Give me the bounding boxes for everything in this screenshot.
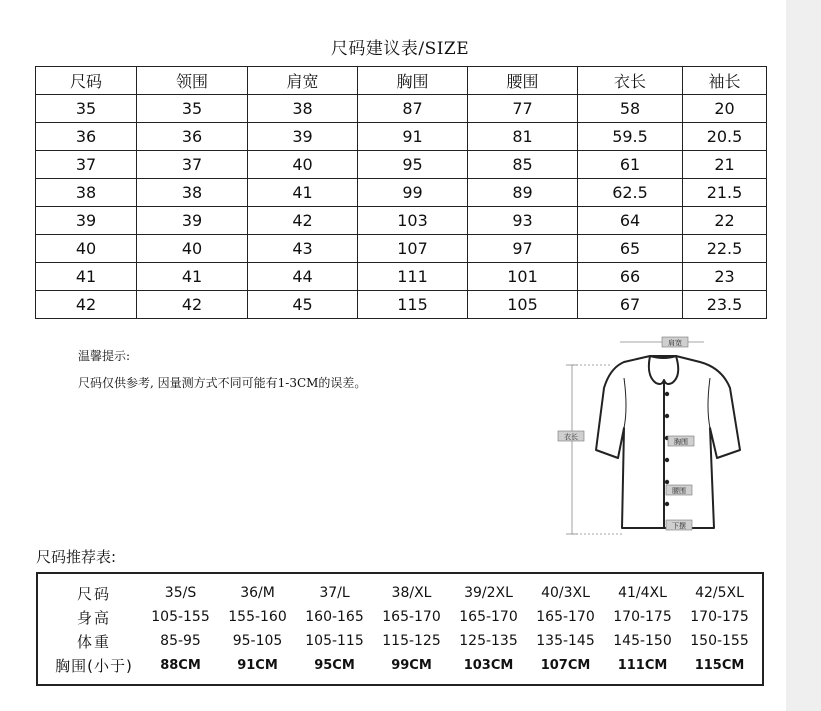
table-cell: 88CM [160, 657, 201, 673]
table-cell: 65 [578, 235, 683, 263]
shirt-measurement-diagram [552, 328, 772, 538]
table-cell: 41 [248, 179, 358, 207]
col-header: 袖长 [683, 67, 767, 95]
recommend-title: 尺码推荐表: [36, 548, 117, 566]
table-cell: 37/L [319, 585, 350, 601]
size-table [35, 66, 767, 319]
table-cell: 150-155 [690, 633, 749, 649]
table-cell: 44 [248, 263, 358, 291]
hem-label: 下摆 [672, 522, 686, 530]
table-cell: 165-170 [536, 609, 595, 625]
table-cell: 99 [358, 179, 468, 207]
table-cell: 41/4XL [618, 585, 667, 601]
table-cell: 61 [578, 151, 683, 179]
table-cell: 20.5 [683, 123, 767, 151]
length-label: 衣长 [564, 433, 578, 441]
table-cell: 39/2XL [464, 585, 513, 601]
table-cell: 170-175 [690, 609, 749, 625]
table-cell: 89 [468, 179, 578, 207]
table-cell: 22.5 [683, 235, 767, 263]
table-cell: 35 [36, 95, 137, 123]
table-row [36, 123, 767, 151]
table-row [46, 653, 758, 677]
waist-label: 腰围 [672, 487, 686, 495]
table-cell: 95CM [314, 657, 355, 673]
recommend-box [36, 572, 764, 686]
table-cell: 37 [137, 151, 248, 179]
table-cell: 103 [358, 207, 468, 235]
table-cell: 115-125 [382, 633, 441, 649]
col-header: 肩宽 [248, 67, 358, 95]
table-cell: 85 [468, 151, 578, 179]
table-row [36, 235, 767, 263]
table-cell: 42/5XL [695, 585, 744, 601]
table-cell: 111 [358, 263, 468, 291]
table-cell: 43 [248, 235, 358, 263]
table-cell: 36 [36, 123, 137, 151]
table-cell: 38 [137, 179, 248, 207]
row-header: 身高 [76, 608, 111, 627]
table-cell: 107CM [540, 657, 591, 673]
table-row [36, 207, 767, 235]
table-cell: 40 [248, 151, 358, 179]
table-row [36, 151, 767, 179]
table-cell: 107 [358, 235, 468, 263]
col-header: 尺码 [36, 67, 137, 95]
table-cell: 101 [468, 263, 578, 291]
table-cell: 22 [683, 207, 767, 235]
table-cell: 115 [358, 291, 468, 319]
table-cell: 35 [137, 95, 248, 123]
size-table-header [36, 67, 767, 95]
table-cell: 42 [137, 291, 248, 319]
table-cell: 91 [358, 123, 468, 151]
table-cell: 38/XL [391, 585, 432, 601]
table-cell: 58 [578, 95, 683, 123]
table-cell: 66 [578, 263, 683, 291]
table-cell: 93 [468, 207, 578, 235]
table-row [46, 605, 758, 629]
table-cell: 39 [137, 207, 248, 235]
tips-text: 尺码仅供参考, 因量测方式不同可能有1-3CM的误差。 [78, 376, 367, 390]
table-cell: 36/M [240, 585, 275, 601]
table-cell: 38 [36, 179, 137, 207]
table-cell: 40 [36, 235, 137, 263]
table-cell: 21.5 [683, 179, 767, 207]
table-cell: 111CM [617, 657, 668, 673]
table-cell: 37 [36, 151, 137, 179]
row-header: 体重 [76, 632, 111, 651]
table-cell: 23 [683, 263, 767, 291]
table-row [36, 95, 767, 123]
table-cell: 105 [468, 291, 578, 319]
page-title: 尺码建议表/SIZE [330, 39, 470, 59]
table-row [36, 291, 767, 319]
recommend-table [46, 581, 758, 677]
table-cell: 81 [468, 123, 578, 151]
table-cell: 62.5 [578, 179, 683, 207]
table-cell: 39 [36, 207, 137, 235]
table-cell: 21 [683, 151, 767, 179]
table-cell: 77 [468, 95, 578, 123]
table-cell: 115CM [694, 657, 745, 673]
table-cell: 42 [248, 207, 358, 235]
col-header: 衣长 [578, 67, 683, 95]
shoulder-label: 肩宽 [668, 339, 682, 347]
table-cell: 87 [358, 95, 468, 123]
table-cell: 20 [683, 95, 767, 123]
row-header: 胸围(小于) [55, 656, 133, 675]
tips-label: 温馨提示: [78, 349, 131, 363]
table-row [46, 581, 758, 605]
chest-label: 胸围 [674, 438, 688, 446]
table-cell: 99CM [391, 657, 432, 673]
table-row [36, 263, 767, 291]
table-cell: 39 [248, 123, 358, 151]
table-cell: 170-175 [613, 609, 672, 625]
table-cell: 45 [248, 291, 358, 319]
table-cell: 91CM [237, 657, 278, 673]
table-cell: 95 [358, 151, 468, 179]
table-cell: 42 [36, 291, 137, 319]
table-cell: 103CM [463, 657, 514, 673]
table-cell: 35/S [164, 585, 197, 601]
table-cell: 64 [578, 207, 683, 235]
table-row [36, 179, 767, 207]
table-cell: 41 [36, 263, 137, 291]
table-cell: 105-115 [305, 633, 364, 649]
table-cell: 67 [578, 291, 683, 319]
table-cell: 36 [137, 123, 248, 151]
table-cell: 105-155 [151, 609, 210, 625]
table-cell: 160-165 [305, 609, 364, 625]
table-cell: 135-145 [536, 633, 595, 649]
right-margin-strip [786, 0, 821, 711]
table-cell: 145-150 [613, 633, 672, 649]
table-cell: 41 [137, 263, 248, 291]
col-header: 胸围 [358, 67, 468, 95]
col-header: 领围 [137, 67, 248, 95]
table-cell: 125-135 [459, 633, 518, 649]
table-cell: 155-160 [228, 609, 287, 625]
table-cell: 40 [137, 235, 248, 263]
table-cell: 59.5 [578, 123, 683, 151]
table-cell: 40/3XL [541, 585, 590, 601]
table-cell: 165-170 [382, 609, 441, 625]
row-header: 尺码 [76, 584, 111, 603]
table-row [46, 629, 758, 653]
table-cell: 97 [468, 235, 578, 263]
table-cell: 23.5 [683, 291, 767, 319]
table-cell: 85-95 [160, 633, 201, 649]
table-cell: 95-105 [232, 633, 283, 649]
col-header: 腰围 [468, 67, 578, 95]
table-cell: 38 [248, 95, 358, 123]
table-cell: 165-170 [459, 609, 518, 625]
